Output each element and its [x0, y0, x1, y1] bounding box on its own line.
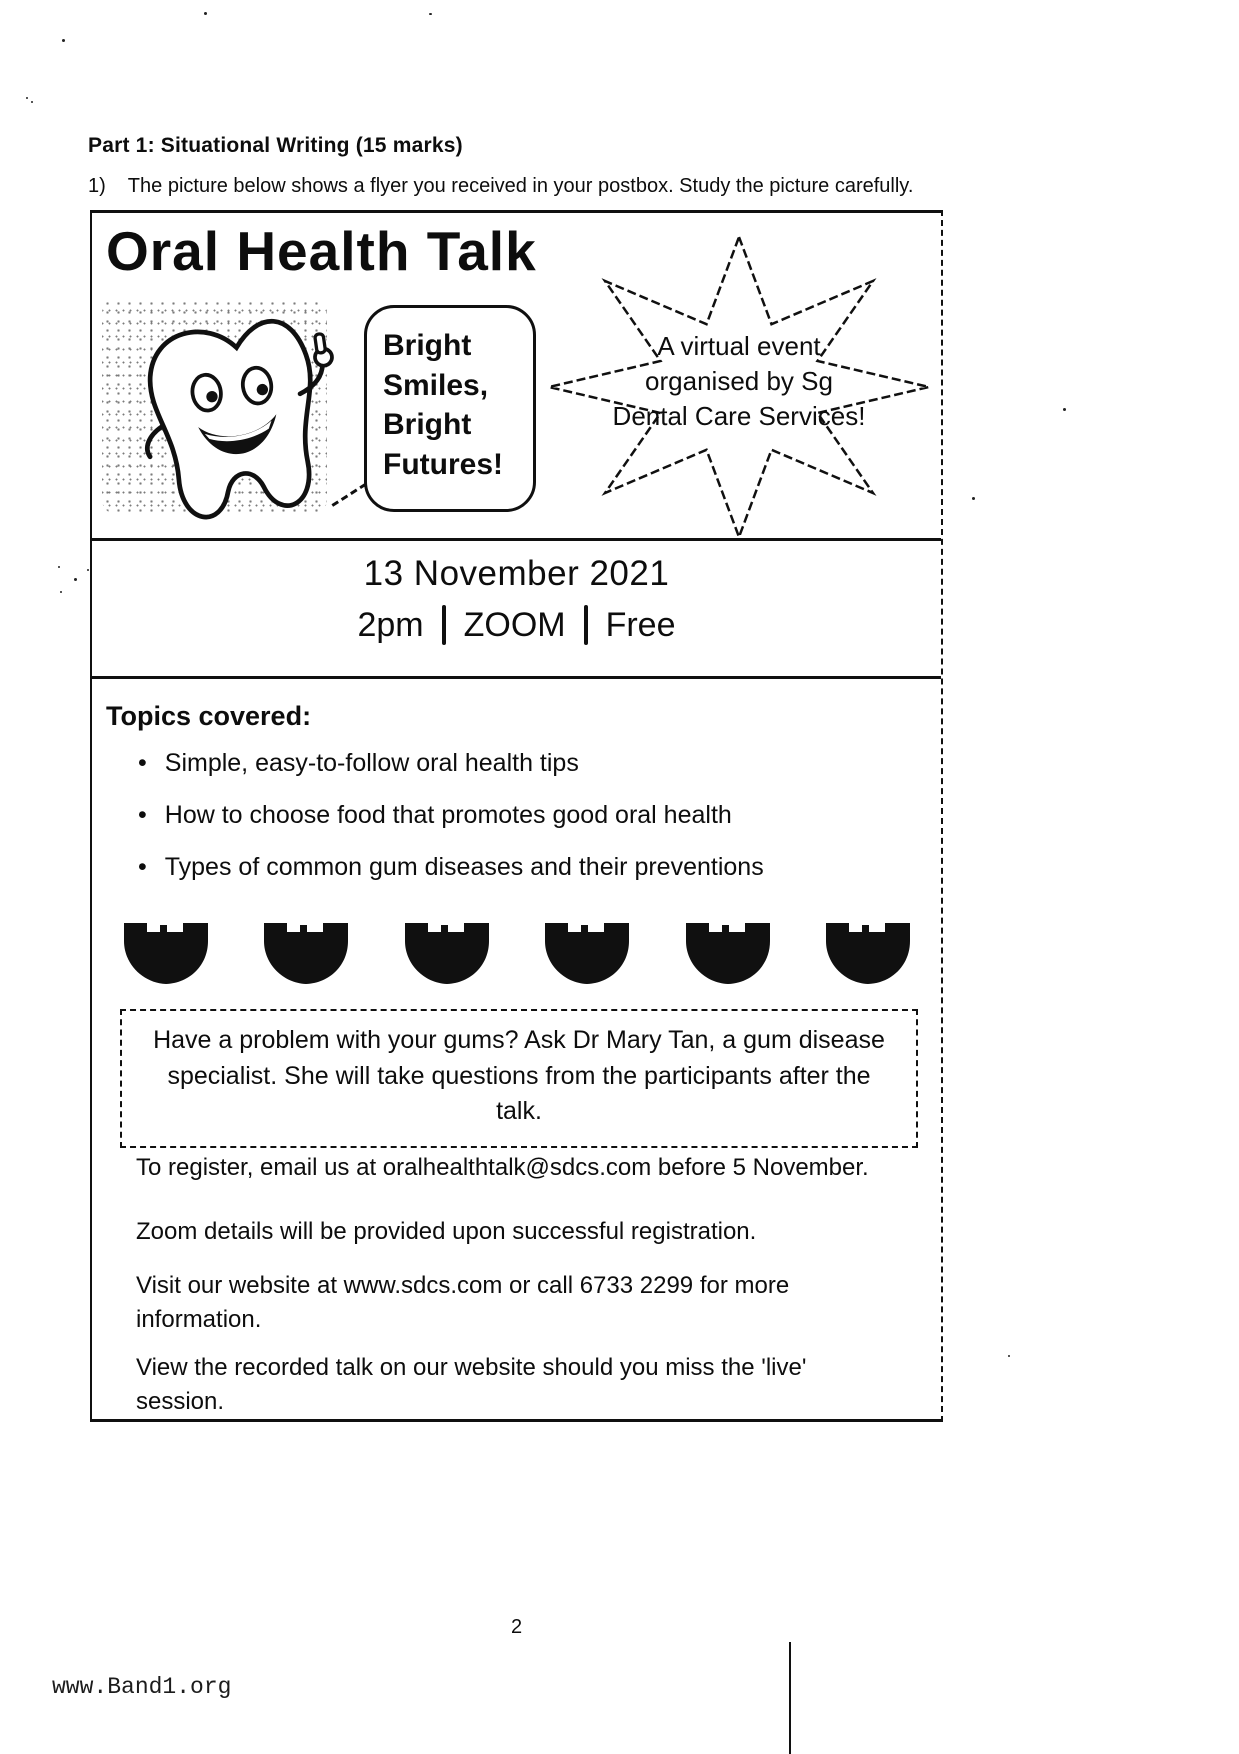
tooth-icon — [401, 919, 497, 989]
topics-header: Topics covered: — [106, 701, 312, 731]
fold-line — [789, 1642, 791, 1754]
register-paragraph: To register, email us at oralhealthtalk@sdcs.com before 5 November. — [136, 1154, 869, 1181]
part-header: Part 1: Situational Writing (15 marks) — [88, 134, 463, 157]
tooth-mascot-icon — [102, 293, 352, 538]
gum-specialist-box: Have a problem with your gums? Ask Dr Mary Tan, a gum disease specialist. She will take questions from the participants after the talk. — [120, 1009, 918, 1148]
topic-text: • How to choose food that promotes good oral health — [164, 801, 732, 829]
question-number: 1) — [88, 175, 106, 197]
event-platform: ZOOM — [463, 606, 566, 644]
scan-speck — [1063, 408, 1066, 411]
scan-speck — [87, 569, 89, 571]
speech-bubble: Bright Smiles, Bright Futures! — [364, 305, 536, 512]
separator-bar — [442, 605, 446, 645]
topic-text: • Types of common gum diseases and their preventions — [164, 853, 764, 881]
recorded-talk-paragraph: View the recorded talk on our website should you miss the 'live' session. — [136, 1354, 807, 1415]
tooth-icon — [260, 919, 356, 989]
scan-speck — [429, 13, 432, 15]
tooth-icon — [822, 919, 918, 989]
separator-bar — [584, 605, 588, 645]
page-number: 2 — [510, 1616, 523, 1638]
question-text: The picture below shows a flyer you received in your postbox. Study the picture carefully. — [127, 175, 914, 197]
scan-speck — [204, 12, 207, 15]
topics-list — [138, 749, 764, 905]
topic-text: • Simple, easy-to-follow oral health tips — [164, 749, 579, 777]
topic-item — [138, 749, 764, 778]
topic-item — [138, 853, 764, 882]
tooth-icon — [120, 919, 216, 989]
event-time-platform-price — [92, 605, 941, 645]
scan-speck — [1008, 1355, 1010, 1357]
scan-speck — [62, 39, 65, 42]
event-date: 13 November 2021 — [363, 554, 670, 593]
scan-speck — [31, 101, 33, 103]
speech-bubble-tail — [326, 481, 370, 511]
tooth-icon — [682, 919, 778, 989]
event-price: Free — [605, 606, 676, 644]
watermark: www.Band1.org — [52, 1674, 232, 1700]
scan-speck — [74, 578, 77, 581]
scan-speck — [26, 97, 28, 99]
event-time: 2pm — [357, 606, 424, 644]
scan-speck — [60, 591, 62, 593]
flyer — [90, 210, 943, 1422]
divider-line — [92, 676, 941, 679]
starburst-badge — [544, 227, 936, 549]
scan-speck — [972, 497, 975, 500]
topic-item — [138, 801, 764, 830]
tooth-icon — [541, 919, 637, 989]
tooth-mascot-drawing — [102, 293, 352, 538]
question-instruction — [88, 175, 913, 198]
zoom-details-paragraph: Zoom details will be provided upon successful registration. — [136, 1218, 757, 1245]
flyer-title: Oral Health Talk — [106, 220, 537, 282]
divider-line — [92, 538, 941, 541]
scan-speck — [58, 566, 60, 568]
teeth-icon-row — [120, 919, 918, 989]
starburst-text: A virtual event organised by Sg Dental Care Services! — [612, 331, 866, 431]
website-paragraph: Visit our website at www.sdcs.com or call 6733 2299 for more information. — [136, 1272, 790, 1333]
